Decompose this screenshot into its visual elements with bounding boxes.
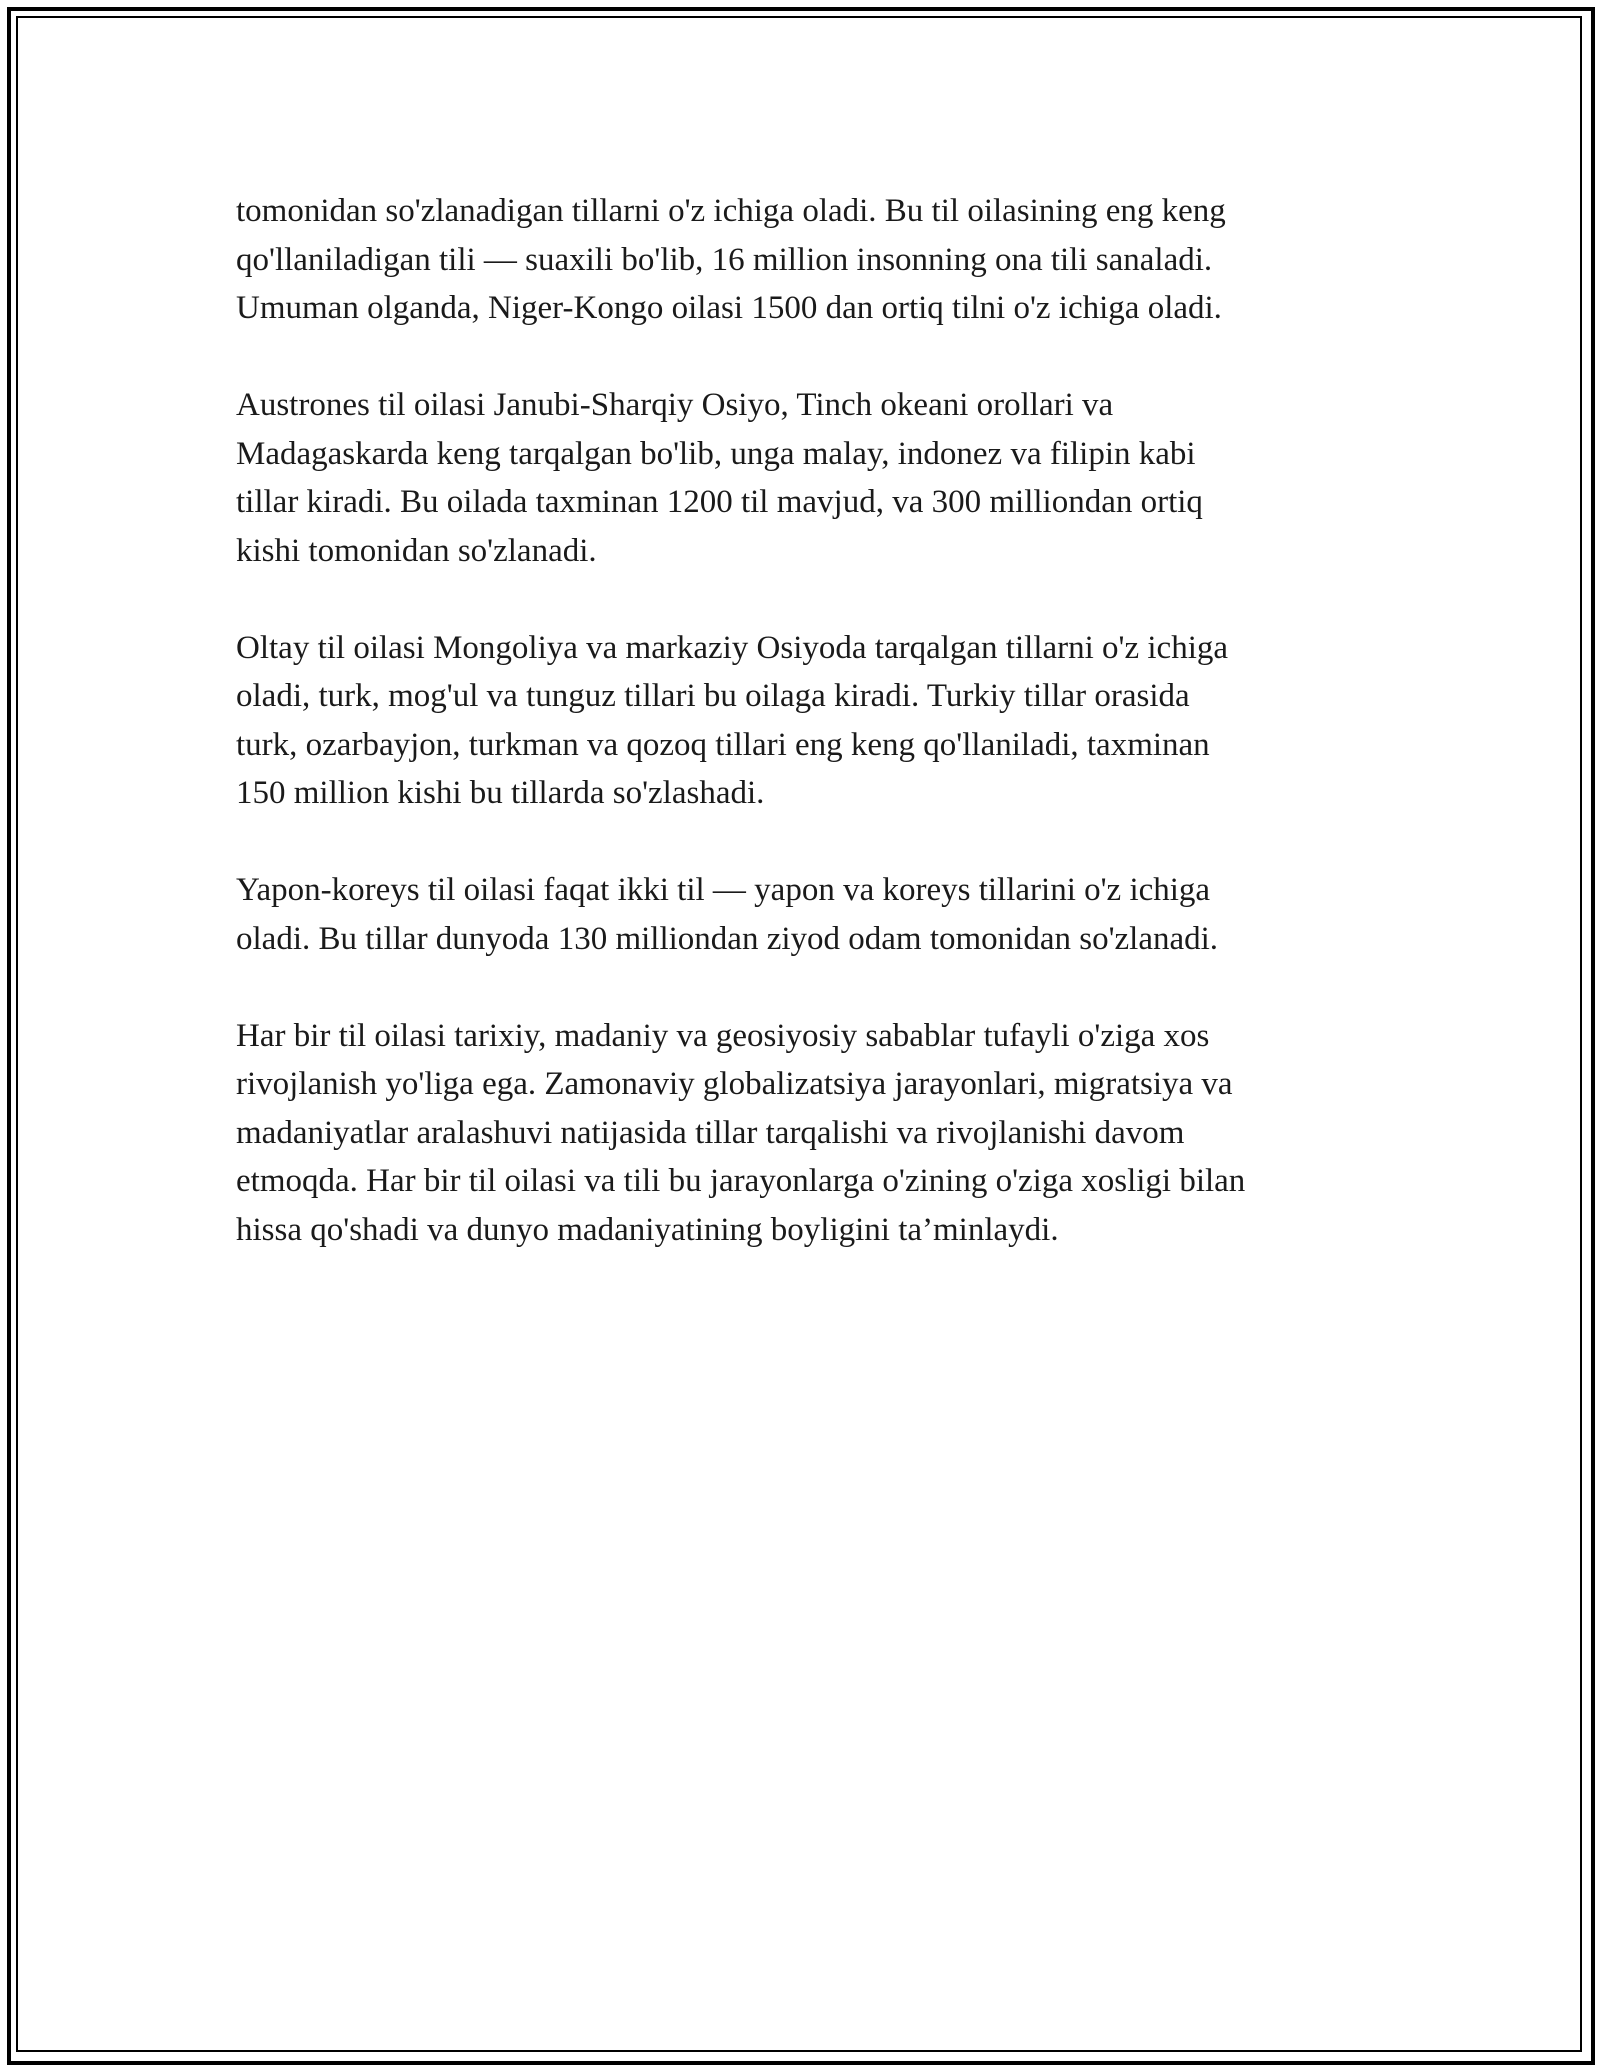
text-line: Madagaskarda keng tarqalgan bo'lib, unga malay, indonez va filipin kabi (236, 435, 1196, 472)
text-line: hissa qo'shadi va dunyo madaniyatining boyligini ta’minlaydi. (236, 1211, 1059, 1248)
text-line: rivojlanish yo'liga ega. Zamonaviy globalizatsiya jarayonlari, migratsiya va (236, 1066, 1233, 1102)
text-line: turk, ozarbayjon, turkman va qozoq tillari eng keng qo'llaniladi, taxminan (236, 726, 1210, 763)
paragraph-oltay (236, 624, 1386, 818)
document-body (236, 187, 1386, 1303)
text-line: kishi tomonidan so'zlanadi. (236, 532, 597, 569)
paragraph-niger-kongo (236, 187, 1386, 333)
text-line: oladi. Bu tillar dunyoda 130 milliondan ziyod odam tomonidan so'zlanadi. (236, 920, 1219, 957)
text-line: madaniyatlar aralashuvi natijasida tillar tarqalishi va rivojlanishi davom (236, 1114, 1185, 1151)
text-line: etmoqda. Har bir til oilasi va tili bu jarayonlarga o'zining o'ziga xosligi bilan (236, 1163, 1246, 1199)
text-line: 150 million kishi bu tillarda so'zlashadi. (236, 775, 765, 811)
text-line: Har bir til oilasi tarixiy, madaniy va geosiyosiy sabablar tufayli o'ziga xos (236, 1017, 1210, 1054)
text-line: oladi, turk, mog'ul va tunguz tillari bu oilaga kiradi. Turkiy tillar orasida (236, 678, 1190, 714)
paragraph-yapon-koreys (236, 866, 1386, 963)
text-line: Austrones til oilasi Janubi-Sharqiy Osiyo, Tinch okeani orollari va (236, 387, 1114, 423)
text-line: tomonidan so'zlanadigan tillarni o'z ichiga oladi. Bu til oilasining eng keng (236, 193, 1226, 229)
text-line: tillar kiradi. Bu oilada taxminan 1200 til mavjud, va 300 milliondan ortiq (236, 484, 1203, 520)
paragraph-conclusion (236, 1012, 1386, 1255)
text-line: Oltay til oilasi Mongoliya va markaziy Osiyoda tarqalgan tillarni o'z ichiga (236, 629, 1229, 666)
text-line: Yapon-koreys til oilasi faqat ikki til — yapon va koreys tillarini o'z ichiga (236, 872, 1211, 908)
paragraph-austrones (236, 381, 1386, 575)
text-line: qo'llaniladigan tili — suaxili bo'lib, 16 million insonning ona tili sanaladi. (236, 241, 1213, 278)
text-line: Umuman olganda, Niger-Kongo oilasi 1500 dan ortiq tilni o'z ichiga oladi. (236, 290, 1222, 326)
